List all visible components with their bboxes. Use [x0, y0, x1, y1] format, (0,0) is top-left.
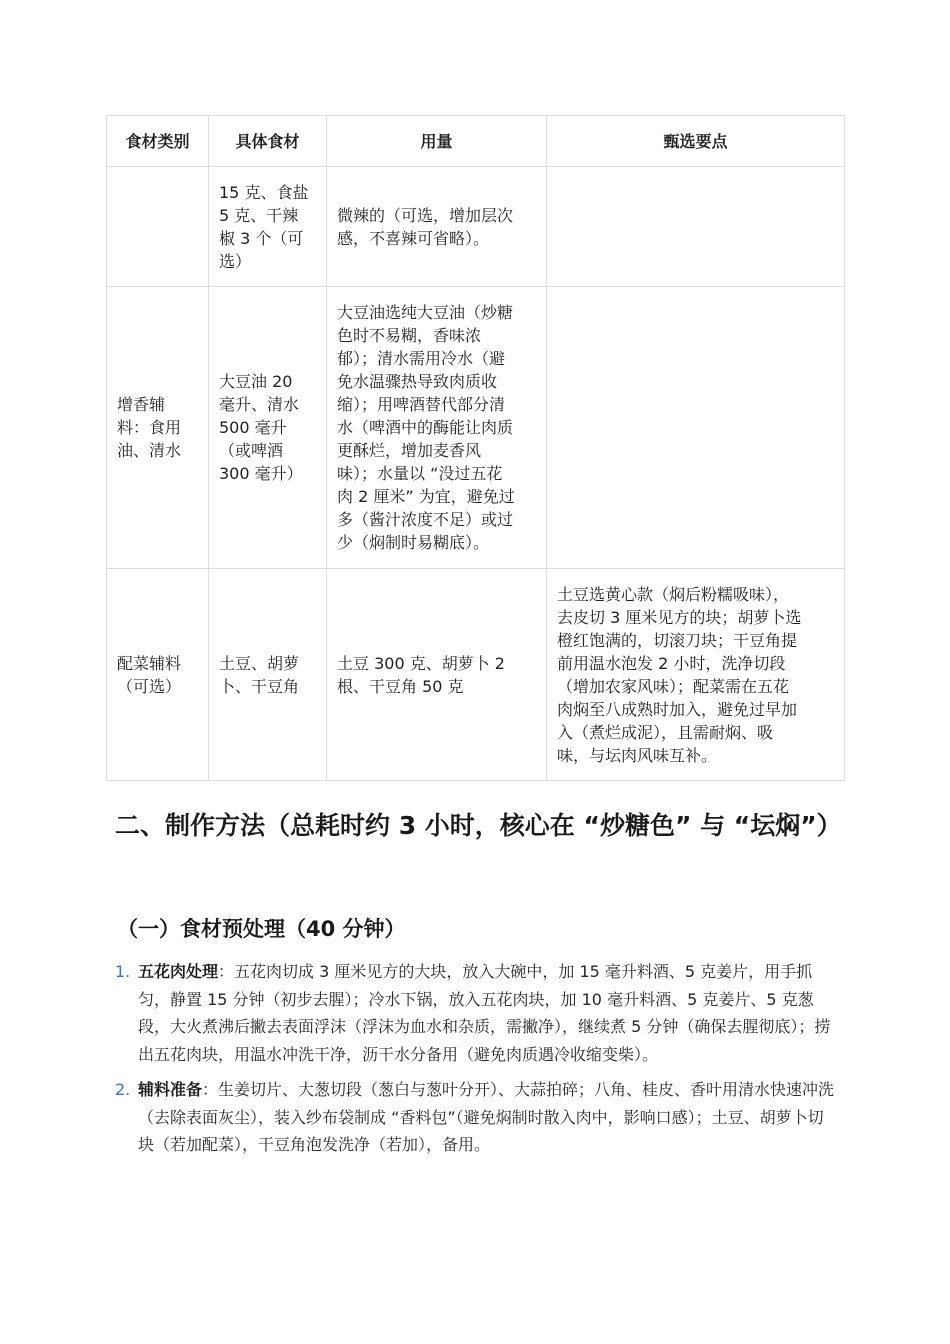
- step-lead: 五花肉处理: [138, 962, 219, 981]
- cell-ingredients: 15 克、食盐 5 克、干辣 椒 3 个（可 选）: [209, 167, 327, 287]
- cell-ingredients: 大豆油 20 毫升、清水 500 毫升 （或啤酒 300 毫升）: [209, 287, 327, 569]
- cell-notes: [547, 167, 845, 287]
- list-item: [115, 958, 837, 1068]
- table-row: [107, 287, 845, 569]
- header-ingredients: 具体食材: [209, 116, 327, 167]
- header-amount: 用量: [327, 116, 547, 167]
- cell-notes: [547, 287, 845, 569]
- cell-category: [107, 167, 209, 287]
- header-notes: 甄选要点: [547, 116, 845, 167]
- cell-notes: 土豆选黄心款（焖后粉糯吸味）， 去皮切 3 厘米见方的块；胡萝卜选 橙红饱满的，切滚刀块；干豆角提 前用温水泡发 2 小时，洗净切段 （增加农家风味）；配菜需在五花 肉焖至八成熟时加入，避免过早加 入（煮烂成泥），且需耐焖、吸 味，与坛肉风味互补。: [547, 569, 845, 781]
- section-heading: 二、制作方法（总耗时约 3 小时，核心在 “炒糖色” 与 “坛焖”）: [115, 811, 842, 840]
- ingredients-table: [106, 115, 845, 781]
- cell-amount: 土豆 300 克、胡萝卜 2 根、干豆角 50 克: [327, 569, 547, 781]
- list-number: 1.: [115, 962, 131, 981]
- table-row: [107, 167, 845, 287]
- list-number: 2.: [115, 1080, 131, 1099]
- cell-category: 增香辅 料：食用 油、清水: [107, 287, 209, 569]
- step-lead: 辅料准备: [138, 1080, 203, 1099]
- cell-amount: 大豆油选纯大豆油（炒糖 色时不易糊，香味浓 郁）；清水需用冷水（避 免水温骤热导致肉质收 缩）；用啤酒替代部分清 水（啤酒中的酶能让肉质 更酥烂，增加麦香风 味）；水量以 “没过五花 肉 2 厘米” 为宜，避免过 多（酱汁浓度不足）或过 少（焖制时易糊底）。: [327, 287, 547, 569]
- subsection-heading: （一）食材预处理（40 分钟）: [117, 917, 406, 941]
- step-list: [115, 958, 837, 1167]
- header-category: 食材类别: [107, 116, 209, 167]
- table-header-row: [107, 116, 845, 167]
- cell-amount: 微辣的（可选，增加层次 感，不喜辣可省略）。: [327, 167, 547, 287]
- list-item: [115, 1076, 837, 1159]
- step-text: ：五花肉切成 3 厘米见方的大块，放入大碗中，加 15 毫升料酒、5 克姜片，用手抓匀，静置 15 分钟（初步去腥）；冷水下锅，放入五花肉块，加 10 毫升料酒、5 克姜片、5 克葱段，大火煮沸后撇去表面浮沫（浮沫为血水和杂质，需撇净），继续煮 5 分钟（确保去腥彻底）；捞出五花肉块，用温水冲洗干净，沥干水分备用（避免肉质遇冷收缩变柴）。: [138, 962, 831, 1064]
- table-row: [107, 569, 845, 781]
- step-text: ：生姜切片、大葱切段（葱白与葱叶分开）、大蒜拍碎；八角、桂皮、香叶用清水快速冲洗（去除表面灰尘），装入纱布袋制成 “香料包”（避免焖制时散入肉中，影响口感）；土豆、胡萝卜切块（若加配菜），干豆角泡发洗净（若加），备用。: [138, 1080, 835, 1154]
- cell-category: 配菜辅料 （可选）: [107, 569, 209, 781]
- cell-ingredients: 土豆、胡萝 卜、干豆角: [209, 569, 327, 781]
